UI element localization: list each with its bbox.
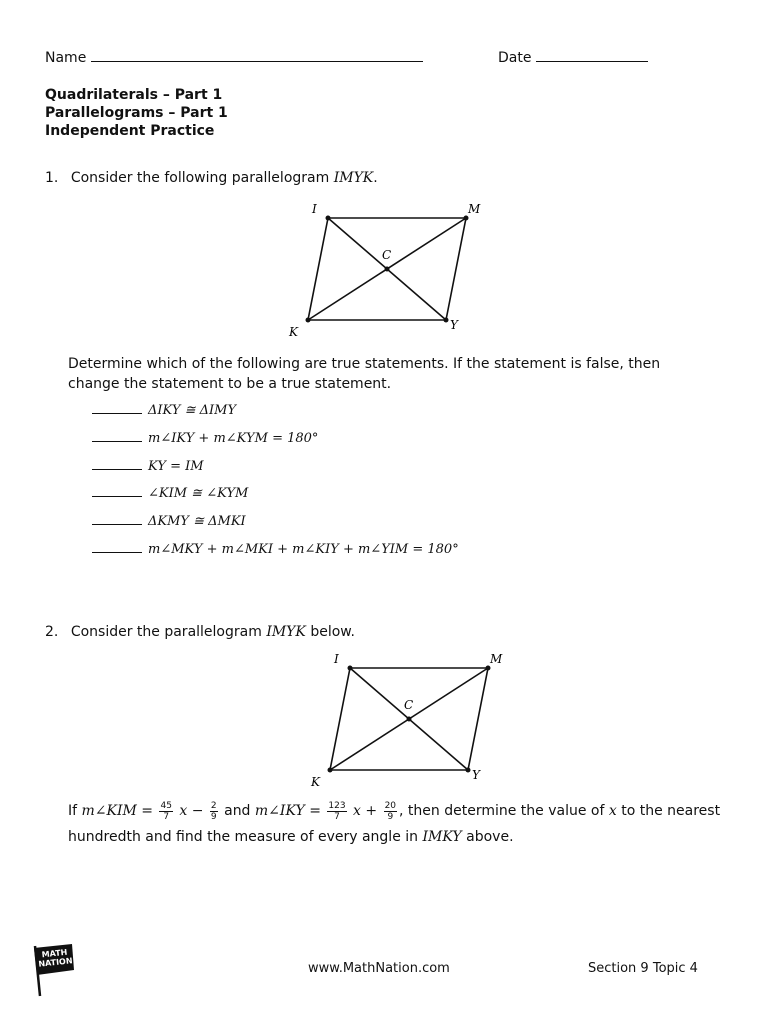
- name-row: [45, 47, 423, 66]
- q2-eq1-f2-num: 2: [210, 800, 217, 811]
- q2-prompt: [45, 624, 355, 640]
- q1-label-i: I: [312, 202, 317, 216]
- q2-prompt-end: below.: [310, 624, 355, 640]
- date-row: [498, 47, 648, 66]
- name-field[interactable]: [91, 47, 423, 62]
- q1-statement-text: ΔIKY ≅ ΔIMY: [148, 403, 237, 418]
- q1-statement-row: [92, 486, 248, 501]
- q2-problem-line-1: [68, 798, 720, 824]
- q2-eq2-fraction-2: [384, 801, 397, 822]
- title-block: [45, 86, 228, 140]
- q2-and: and: [224, 803, 251, 819]
- q2-eq1-f1-num: 45: [160, 800, 172, 811]
- q2-label-c: C: [404, 698, 414, 712]
- q1-number: 1.: [45, 170, 59, 186]
- footer-website: www.MathNation.com: [308, 961, 450, 976]
- q2-eq2-f2-num: 20: [384, 800, 397, 811]
- q1-answer-blank[interactable]: [92, 524, 142, 525]
- q1-answer-blank[interactable]: [92, 552, 142, 553]
- q2-eq1-f1-den: 7: [163, 811, 170, 822]
- q1-label-m: M: [468, 202, 481, 216]
- q2-line2-math: IMKY: [422, 829, 462, 845]
- q1-answer-blank[interactable]: [92, 496, 142, 497]
- logo-text: [36, 947, 74, 969]
- q2-tail-math: x: [608, 803, 617, 819]
- q1-vertex-y: [444, 318, 449, 323]
- q1-prompt-end: .: [373, 170, 378, 186]
- math-nation-logo: [28, 942, 78, 998]
- q2-eq2-f2-den: 9: [387, 811, 394, 822]
- q1-vertex-m: [464, 216, 469, 221]
- q1-answer-blank[interactable]: [92, 441, 142, 442]
- q2-problem-line-2: [68, 824, 720, 850]
- q1-answer-blank[interactable]: [92, 413, 142, 414]
- q1-statement-text: ∠KIM ≅ ∠KYM: [148, 486, 249, 501]
- q1-statement-text: KY = IM: [148, 459, 204, 474]
- q1-prompt-text: Consider the following parallelogram: [70, 170, 330, 186]
- q2-tail: , then determine the value of: [399, 803, 605, 819]
- title-line-1: Quadrilaterals – Part 1: [45, 87, 223, 103]
- q1-statement-text: m∠IKY + m∠KYM = 180°: [148, 431, 319, 446]
- q2-label-m: M: [490, 652, 503, 666]
- q2-number: 2.: [45, 624, 59, 640]
- q2-line2-text: hundredth and find the measure of every angle in: [68, 829, 419, 845]
- name-label: Name: [45, 50, 87, 66]
- q2-label-y: Y: [472, 768, 480, 782]
- q1-statement-row: [92, 403, 236, 418]
- q1-parallelogram-figure: [280, 198, 490, 340]
- q1-answer-blank[interactable]: [92, 469, 142, 470]
- q1-statement-row: [92, 459, 204, 474]
- title-line-3: Independent Practice: [45, 123, 215, 139]
- q2-eq2-f1-num: 123: [328, 800, 346, 811]
- q2-eq1-f2-den: 9: [210, 811, 217, 822]
- q1-instructions-line-1: Determine which of the following are true statements. If the statement is false, then: [68, 356, 661, 372]
- q1-statement-row: [92, 514, 246, 529]
- date-label: Date: [498, 50, 532, 66]
- q2-prompt-math: IMYK: [266, 624, 306, 640]
- footer-section: Section 9 Topic 4: [588, 961, 698, 976]
- q2-line2-end: above.: [466, 829, 514, 845]
- q2-problem: [68, 798, 720, 850]
- q2-vertex-y: [466, 768, 471, 773]
- q2-eq1-lhs: m∠KIM =: [81, 803, 154, 819]
- q1-label-c: C: [382, 248, 392, 262]
- q2-eq1-fraction-2: [210, 801, 218, 822]
- q2-parallelogram-figure: [302, 648, 512, 790]
- q2-label-k: K: [311, 775, 320, 789]
- q1-instructions: [68, 354, 660, 394]
- q1-prompt-math: IMYK: [333, 170, 374, 186]
- q1-statement-text: m∠MKY + m∠MKI + m∠KIY + m∠YIM = 180°: [148, 542, 459, 557]
- q1-point-c: [385, 267, 390, 272]
- q2-eq2-f1-den: 7: [334, 811, 340, 822]
- q2-vertex-m: [486, 666, 491, 671]
- q2-vertex-k: [328, 768, 333, 773]
- q2-eq2-lhs: m∠IKY =: [254, 803, 321, 819]
- q1-statement-text: ΔKMY ≅ ΔMKI: [148, 514, 246, 529]
- q1-vertex-k: [306, 318, 311, 323]
- q2-prompt-text: Consider the parallelogram: [70, 624, 262, 640]
- q2-label-i: I: [334, 652, 339, 666]
- q2-eq1-fraction-1: [159, 801, 172, 822]
- q2-eq2-fraction-1: [327, 801, 346, 822]
- q2-if: If: [68, 803, 78, 819]
- q1-statement-row: [92, 431, 318, 446]
- q2-vertex-i: [348, 666, 353, 671]
- q2-tail-end: to the nearest: [621, 803, 721, 819]
- q1-instructions-line-2: change the statement to be a true statement.: [68, 376, 392, 392]
- q2-eq2-x: x +: [353, 803, 378, 819]
- q1-statement-row: [92, 542, 459, 557]
- date-field[interactable]: [536, 47, 648, 62]
- q1-label-k: K: [289, 325, 298, 339]
- title-line-2: Parallelograms – Part 1: [45, 105, 228, 121]
- q2-point-c: [407, 717, 412, 722]
- q1-prompt: [45, 170, 378, 186]
- logo-text-line-1: MATH: [41, 947, 68, 960]
- q1-label-y: Y: [450, 318, 458, 332]
- logo-text-line-2: NATION: [37, 956, 73, 969]
- q2-eq1-x: x −: [179, 803, 204, 819]
- q1-vertex-i: [326, 216, 331, 221]
